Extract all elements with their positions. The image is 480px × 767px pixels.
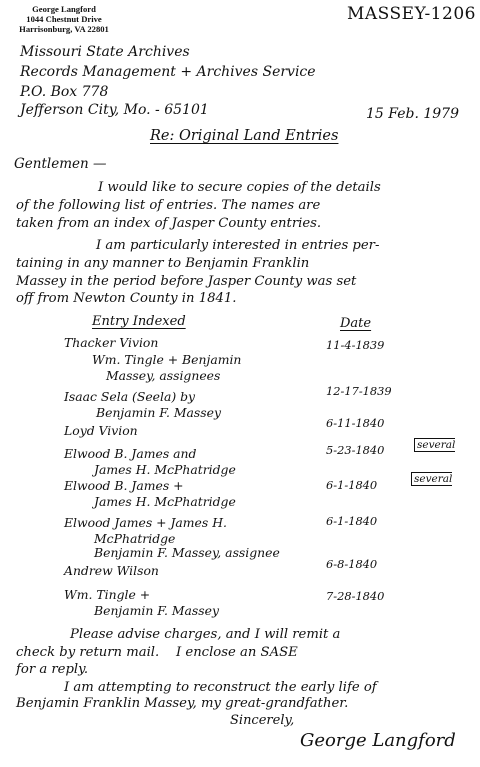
letterhead-street: 1044 Chestnut Drive — [26, 14, 102, 24]
entry-row-1-line-2: Wm. Tingle + Benjamin — [92, 352, 242, 367]
entry-row-7-line-1: Andrew Wilson — [64, 563, 159, 578]
closing: Sincerely, — [230, 713, 295, 728]
entry-row-4-note: several — [414, 438, 455, 452]
entry-row-5-line-1: Elwood B. James + — [64, 478, 184, 493]
entry-row-8-line-2: Benjamin F. Massey — [94, 603, 219, 618]
recipient-line-1: Missouri State Archives — [20, 44, 190, 60]
entry-row-6-line-3: Benjamin F. Massey, assignee — [94, 545, 280, 560]
recipient-line-4: Jefferson City, Mo. - 65101 — [20, 102, 209, 118]
paragraph-3-line-3: for a reply. — [16, 662, 89, 677]
paragraph-1-line-2: of the following list of entries. The names are — [16, 198, 321, 213]
paragraph-1-line-3: taken from an index of Jasper County entries. — [16, 216, 322, 231]
signature: George Langford — [300, 730, 456, 751]
subject-line: Re: Original Land Entries — [150, 128, 339, 144]
letter-date: 15 Feb. 1979 — [366, 106, 459, 122]
entry-row-8-date: 7-28-1840 — [326, 589, 385, 603]
entry-row-6-line-1: Elwood James + James H. — [64, 515, 227, 530]
entry-row-4-line-1: Elwood B. James and — [64, 446, 197, 461]
paragraph-2-line-1: I am particularly interested in entries per- — [96, 238, 380, 253]
entry-row-6-line-2: McPhatridge — [94, 531, 176, 546]
entry-row-3-date: 6-11-1840 — [326, 416, 385, 430]
paragraph-3-line-2: check by return mail. I enclose an SASE — [16, 645, 298, 660]
entry-row-4-date: 5-23-1840 — [326, 443, 385, 457]
paragraph-4-line-2: Benjamin Franklin Massey, my great-grandfather. — [16, 696, 349, 711]
entry-row-4-line-2: James H. McPhatridge — [94, 462, 236, 477]
entry-row-2-line-1: Isaac Sela (Seela) by — [64, 389, 196, 404]
entry-row-6-date: 6-1-1840 — [326, 514, 378, 528]
entry-row-5-note: several — [411, 472, 452, 486]
entry-row-1-line-3: Massey, assignees — [106, 368, 221, 383]
column-header-date: Date — [340, 316, 372, 331]
recipient-line-2: Records Management + Archives Service — [20, 64, 316, 80]
paragraph-2-line-3: Massey in the period before Jasper County was set — [16, 274, 357, 289]
recipient-line-3: P.O. Box 778 — [20, 84, 109, 100]
entry-row-2-line-2: Benjamin F. Massey — [96, 405, 221, 420]
paragraph-2-line-4: off from Newton County in 1841. — [16, 291, 237, 306]
salutation: Gentlemen — — [14, 156, 107, 172]
letterhead — [14, 4, 114, 34]
letterhead-name: George Langford — [32, 4, 96, 14]
entry-row-5-line-2: James H. McPhatridge — [94, 494, 236, 509]
letterhead-city: Harrisonburg, VA 22801 — [19, 24, 109, 34]
paragraph-3-line-1: Please advise charges, and I will remit a — [70, 627, 341, 642]
entry-row-3-line-1: Loyd Vivion — [64, 423, 138, 438]
paragraph-2-line-2: taining in any manner to Benjamin Franklin — [16, 256, 310, 271]
entry-row-8-line-1: Wm. Tingle + — [64, 587, 151, 602]
entry-row-5-date: 6-1-1840 — [326, 478, 378, 492]
column-header-entry: Entry Indexed — [92, 314, 186, 329]
paragraph-4-line-1: I am attempting to reconstruct the early life of — [64, 680, 377, 695]
entry-row-1-line-1: Thacker Vivion — [64, 335, 159, 350]
paragraph-1-line-1: I would like to secure copies of the details — [98, 180, 381, 195]
file-reference: MASSEY-1206 — [347, 4, 476, 24]
entry-row-2-date: 12-17-1839 — [326, 384, 392, 398]
entry-row-1-date: 11-4-1839 — [326, 338, 385, 352]
entry-row-7-date: 6-8-1840 — [326, 557, 378, 571]
